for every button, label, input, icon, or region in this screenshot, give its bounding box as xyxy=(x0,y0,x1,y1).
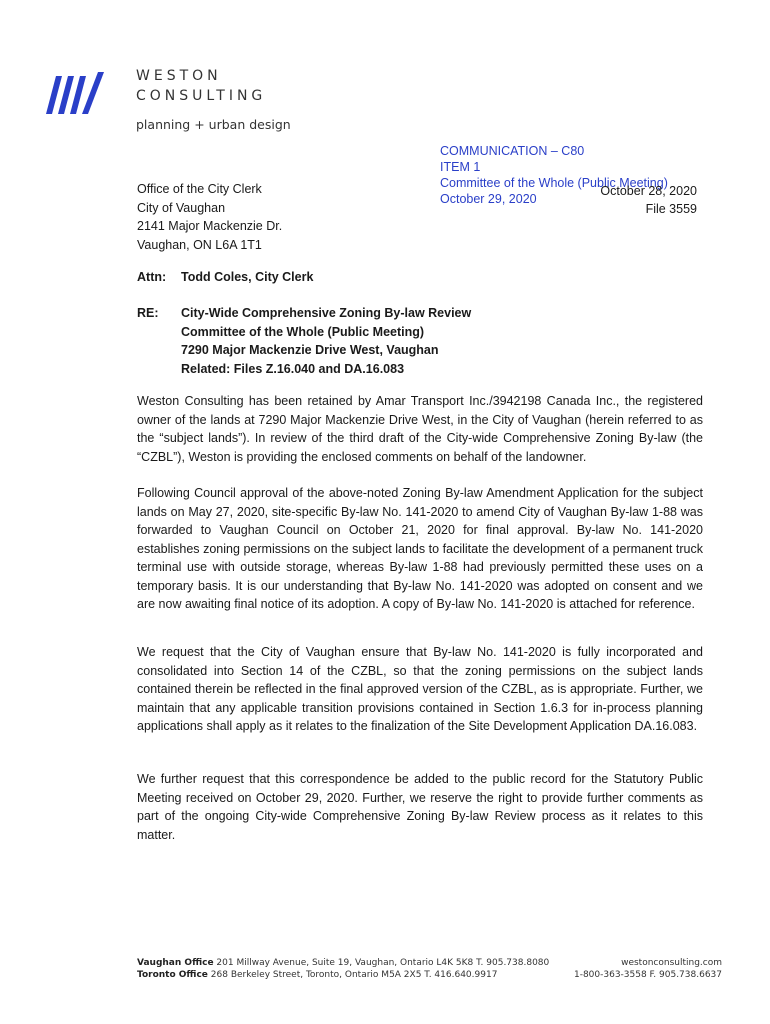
footer-phone: 1-800-363-3558 F. 905.738.6637 xyxy=(573,970,722,980)
stamp-item: ITEM 1 xyxy=(440,160,481,174)
footer-vaughan-address: 201 Millway Avenue, Suite 19, Vaughan, Ontario L4K 5K8 T. 905.738.8080 xyxy=(216,958,550,968)
body-paragraph-3: We request that the City of Vaughan ensure that By-law No. 141-2020 is fully incorporated and consolidated into Section 14 of the CZBL, so that the zoning permissions on the subject lands contained therein be reflected in the final approved version of the CZBL, as is appropriate. Further, we maintain that any applicable transition provisions contained in Section 1.6.3 for in-process planning applications shall apply as it relates to the finalization of the Site Development Application DA.16.083. xyxy=(137,645,703,733)
footer-offices xyxy=(137,957,549,981)
attn-value: Todd Coles, City Clerk xyxy=(181,270,314,284)
re-line: City-Wide Comprehensive Zoning By-law Review xyxy=(181,306,472,320)
brand-tagline: planning + urban design xyxy=(136,117,291,132)
body-paragraph-4: We further request that this correspondence be added to the public record for the Statutory Public Meeting received on October 29, 2020. Further, we reserve the right to provide further comments as part of the ongoing City-wide Comprehensive Zoning By-law Review process as it relates to this matter. xyxy=(137,772,703,842)
footer-vaughan xyxy=(137,957,549,969)
recipient-line: Vaughan, ON L6A 1T1 xyxy=(137,237,262,252)
file-number: File 3559 xyxy=(645,202,697,216)
recipient-line: City of Vaughan xyxy=(137,200,226,215)
footer-toronto-label: Toronto Office xyxy=(137,970,208,980)
attn-label: Attn: xyxy=(137,270,167,284)
brand-name-line1: WESTON xyxy=(136,68,222,84)
re-subject xyxy=(181,304,471,378)
stamp-date: October 29, 2020 xyxy=(440,192,537,206)
footer-contact xyxy=(560,957,722,981)
re-line: Committee of the Whole (Public Meeting) xyxy=(181,324,425,339)
recipient-address xyxy=(137,180,282,254)
footer-website[interactable]: westonconsulting.com xyxy=(621,958,722,968)
weston-logo-icon xyxy=(44,70,108,116)
body-paragraph-1: Weston Consulting has been retained by Amar Transport Inc./3942198 Canada Inc., the registered owner of the lands at 7290 Major Mackenzie Drive West, in the City of Vaughan (herein referred to as the “subject lands”). In review of the third draft of the City-wide Comprehensive Zoning By-law (the “CZBL”), Weston is providing the enclosed comments on behalf of the landowner. xyxy=(137,394,703,464)
letter-date: October 28, 2020 xyxy=(600,184,697,198)
footer-toronto xyxy=(137,969,549,981)
re-line: 7290 Major Mackenzie Drive West, Vaughan xyxy=(181,343,439,357)
re-label: RE: xyxy=(137,306,159,320)
footer-vaughan-label: Vaughan Office xyxy=(137,958,214,968)
body-paragraph-2: Following Council approval of the above-noted Zoning By-law Amendment Application for the subject lands on May 27, 2020, site-specific By-law No. 141-2020 to amend City of Vaughan By-law 1-88 was forwarded to Vaughan Council on October 21, 2020 for final approval. By-law No. 141-2020 establishes zoning permissions on the subject lands to facilitate the development of a permanent truck terminal use with outside storage, whereas By-law 1-88 had previously permitted these uses on a temporary basis. It is our understanding that By-law No. 141-2020 was adopted on consent and we are now awaiting final notice of its adoption. A copy of By-law No. 141-2020 is attached for reference. xyxy=(137,486,703,611)
stamp-communication: COMMUNICATION – C80 xyxy=(440,144,585,158)
re-line: Related: Files Z.16.040 and DA.16.083 xyxy=(181,361,405,376)
footer-toronto-address: 268 Berkeley Street, Toronto, Ontario M5A 2X5 T. 416.640.9917 xyxy=(210,970,498,980)
brand-name-line2: CONSULTING xyxy=(136,88,267,104)
recipient-line: 2141 Major Mackenzie Dr. xyxy=(137,219,283,233)
stamp-committee: Committee of the Whole (Public Meeting) xyxy=(440,176,668,190)
recipient-line: Office of the City Clerk xyxy=(137,182,262,196)
